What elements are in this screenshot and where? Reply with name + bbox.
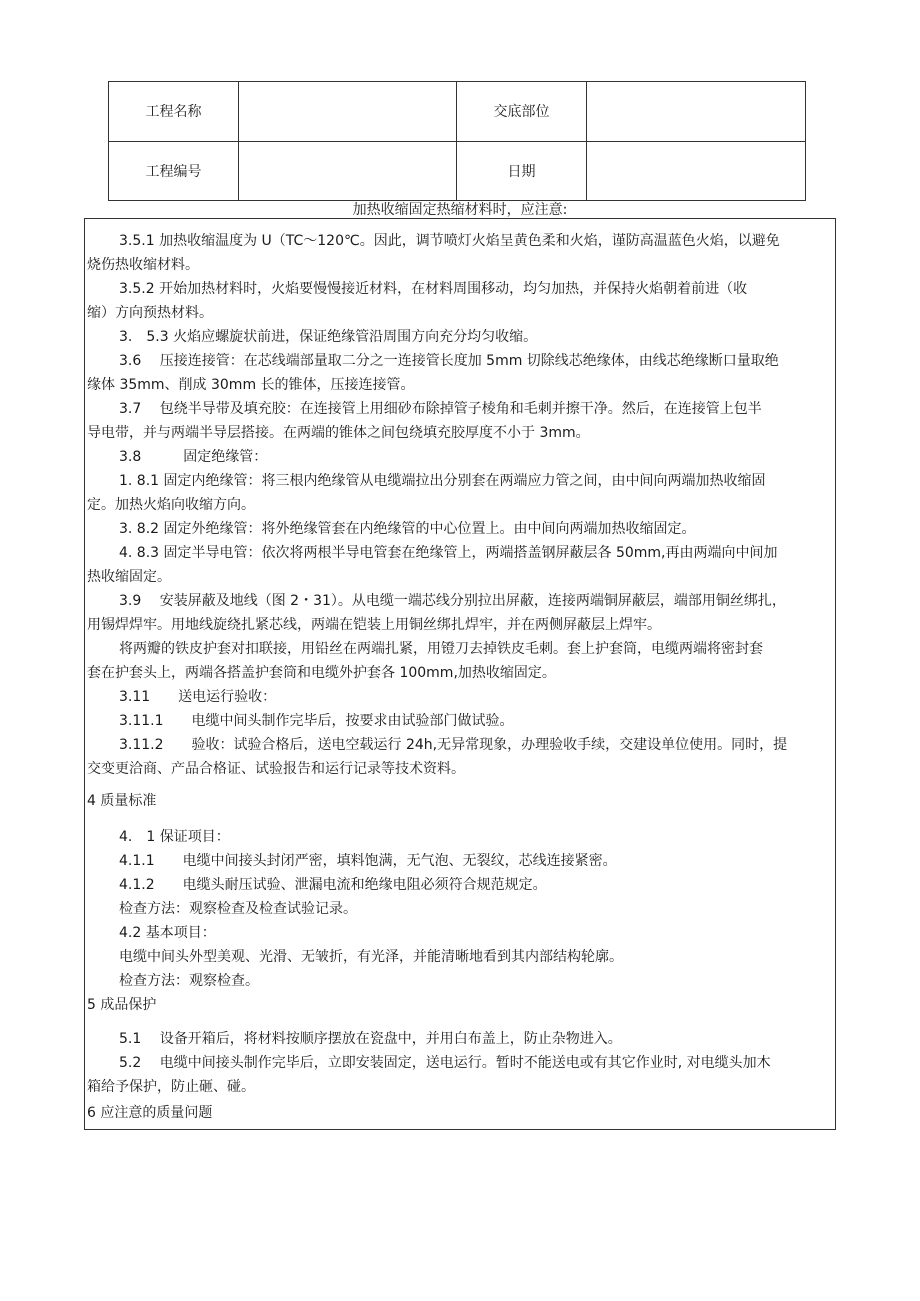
text-line: 4.1.1 电缆中间接头封闭严密，填料饱满，无气泡、无裂纹，芯线连接紧密。 bbox=[119, 853, 617, 869]
text-line: 3.11 送电运行验收： bbox=[119, 689, 277, 705]
text-line: 3.5.2 开始加热材料时，火焰要慢慢接近材料，在材料周围移动，均匀加热，并保持火焰朝着前进（收 bbox=[119, 281, 748, 297]
text-line: 热收缩固定。 bbox=[87, 569, 171, 585]
date-value bbox=[587, 141, 806, 201]
project-name-value bbox=[239, 82, 457, 142]
text-line: 4. 1 保证项目： bbox=[119, 829, 230, 845]
text-line: 1. 8.1 固定内绝缘管：将三根内绝缘管从电缆端拉出分别套在两端应力管之间，由中间向两端加热收缩固 bbox=[119, 473, 766, 489]
text-line: 检查方法：观察检查及检查试验记录。 bbox=[119, 901, 357, 917]
disclosure-value bbox=[587, 82, 806, 142]
text-line: 交变更洽商、产品合格证、试验报告和运行记录等技术资料。 bbox=[87, 761, 465, 777]
text-line: 缩）方向预热材料。 bbox=[87, 305, 213, 321]
text-line: 3.11.2 验收：试验合格后，送电空载运行 24h,无异常现象，办理验收手续，交建设单位使用。同时，提 bbox=[119, 737, 788, 753]
text-line: 箱给予保护，防止砸、碰。 bbox=[87, 1079, 255, 1095]
text-line: 4. 8.3 固定半导电管：依次将两根半导电管套在绝缘管上，两端搭盖钢屏蔽层各 50mm,再由两端向中间加 bbox=[119, 545, 778, 561]
text-line: 3.8 固定绝缘管： bbox=[119, 449, 268, 465]
disclosure-label: 交底部位 bbox=[457, 82, 587, 142]
text-line: 4.1.2 电缆头耐压试验、泄漏电流和绝缘电阻必须符合规范规定。 bbox=[119, 877, 547, 893]
content-box bbox=[84, 218, 836, 1130]
text-line: 3.6 压接连接管：在芯线端部量取二分之一连接管长度加 5mm 切除线芯绝缘体，由线芯绝缘断口量取绝 bbox=[119, 353, 779, 369]
text-line: 电缆中间头外型美观、光滑、无皱折，有光泽，并能清晰地看到其内部结构轮廓。 bbox=[119, 949, 623, 965]
project-no-label: 工程编号 bbox=[109, 141, 239, 201]
text-line: 套在护套头上，两端各搭盖护套筒和电缆外护套各 100mm,加热收缩固定。 bbox=[87, 665, 556, 681]
text-line: 4.2 基本项目： bbox=[119, 925, 216, 941]
section-heading: 6 应注意的质量问题 bbox=[87, 1105, 213, 1121]
text-line: 烧伤热收缩材料。 bbox=[87, 257, 199, 273]
text-line: 5.2 电缆中间接头制作完毕后，立即安装固定，送电运行。暂时不能送电或有其它作业时, 对电缆头加木 bbox=[119, 1055, 771, 1071]
text-line: 3. 5.3 火焰应螺旋状前进，保证绝缘管沿周围方向充分均匀收缩。 bbox=[119, 329, 538, 345]
text-line: 检查方法：观察检查。 bbox=[119, 973, 259, 989]
section-heading: 5 成品保护 bbox=[87, 997, 157, 1013]
text-line: 将两瓣的铁皮护套对扣联接，用铅丝在两端扎紧，用镫刀去掉铁皮毛刺。套上护套筒，电缆两端将密封套 bbox=[119, 641, 763, 657]
text-line: 3. 8.2 固定外绝缘管：将外绝缘管套在内绝缘管的中心位置上。由中间向两端加热收缩固定。 bbox=[119, 521, 696, 537]
text-line: 导电带，并与两端半导层搭接。在两端的锥体之间包绕填充胶厚度不小于 3mm。 bbox=[87, 425, 590, 441]
text-line: 5.1 设备开箱后，将材料按顺序摆放在瓷盘中，并用白布盖上，防止杂物进入。 bbox=[119, 1031, 622, 1047]
text-line: 3.9 安装屏蔽及地线（图 2・31）。从电缆一端芯线分别拉出屏蔽，连接两端铜屏蔽层，端部用铜丝绑扎， bbox=[119, 593, 786, 609]
section-caption: 加热收缩固定热缩材料时，应注意: bbox=[352, 202, 568, 218]
text-line: 3.5.1 加热收缩温度为 U（TC～120℃。因此，调节喷灯火焰呈黄色柔和火焰，谨防高温蓝色火焰，以避免 bbox=[119, 233, 780, 249]
project-no-value bbox=[239, 141, 457, 201]
header-table bbox=[108, 81, 806, 201]
date-label: 日期 bbox=[457, 141, 587, 201]
project-name-label: 工程名称 bbox=[109, 82, 239, 142]
text-line: 3.7 包绕半导带及填充胶：在连接管上用细砂布除掉管子棱角和毛刺并擦干净。然后，在连接管上包半 bbox=[119, 401, 762, 417]
text-line: 3.11.1 电缆中间头制作完毕后，按要求由试验部门做试验。 bbox=[119, 713, 514, 729]
text-line: 定。加热火焰向收缩方向。 bbox=[87, 497, 255, 513]
text-line: 缘体 35mm、削成 30mm 长的锥体，压接连接管。 bbox=[87, 377, 415, 393]
section-heading: 4 质量标准 bbox=[87, 793, 157, 809]
text-line: 用锡焊焊牢。用地线旋绕扎紧芯线，两端在铠装上用铜丝绑扎焊牢，并在两侧屏蔽层上焊牢。 bbox=[87, 617, 661, 633]
